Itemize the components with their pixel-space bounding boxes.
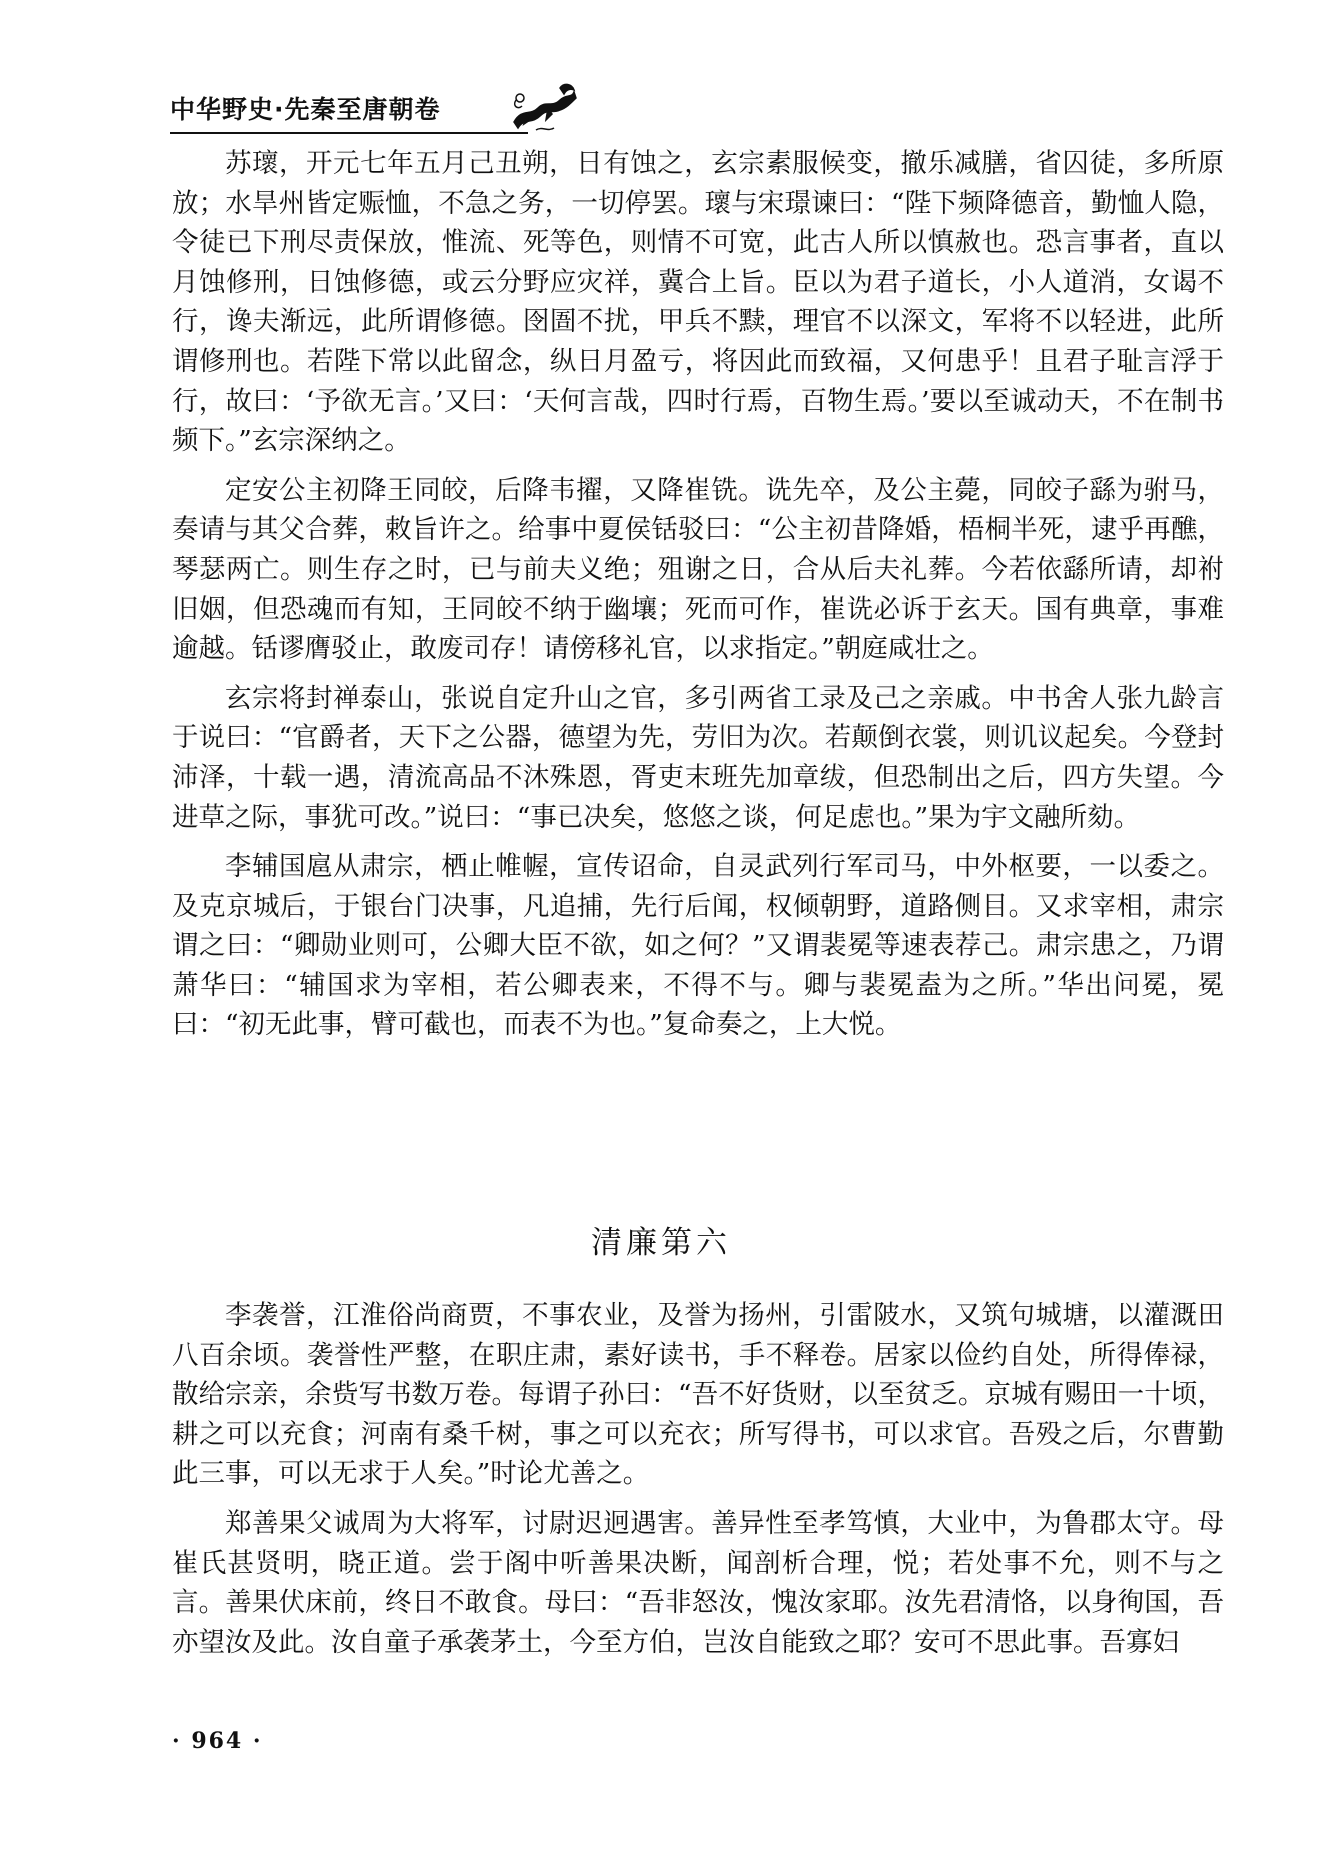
paragraph: 郑善果父诚周为大将军，讨尉迟迥遇害。善异性至孝笃慎，大业中，为鲁郡太守。母崔氏甚贤明，晓正道。尝于阁中听善果决断，闻剖析合理，悦；若处事不允，则不与之言。善果伏床前，终日不敢食。母曰：“吾非怒汝，愧汝家耶。汝先君清恪，以身徇国，吾亦望汝及此。汝自童子承袭茅土，今至方伯，岂汝自能致之耶？安可不思此事。吾寡妇 <box>172 1507 1224 1658</box>
running-header <box>170 82 530 142</box>
paragraph: 玄宗将封禅泰山，张说自定升山之官，多引两省工录及己之亲戚。中书舍人张九龄言于说曰：“官爵者，天下之公器，德望为先，劳旧为次。若颠倒衣裳，则讥议起矣。今登封沛泽，十载一遇，清流高品不沐殊恩，胥吏末班先加章绂，但恐制出之后，四方失望。今进草之际，事犹可改。”说曰：“事已决矣，悠悠之谈，何足虑也。”果为宇文融所劾。 <box>172 682 1224 833</box>
header-rule <box>170 132 528 134</box>
paragraph: 苏瓌，开元七年五月己丑朔，日有蚀之，玄宗素服候变，撤乐减膳，省囚徒，多所原放；水旱州皆定赈恤，不急之务，一切停罢。瓌与宋璟谏曰：“陛下频降德音，勤恤人隐，令徒已下刑尽责保放，惟流、死等色，则情不可宽，此古人所以慎赦也。恐言事者，直以月蚀修刑，日蚀修德，或云分野应灾祥，冀合上旨。臣以为君子道长，小人道消，女谒不行，谗夫渐远，此所谓修德。囹圄不扰，甲兵不黩，理官不以深文，军将不以轻进，此所谓修刑也。若陛下常以此留念，纵日月盈亏，将因此而致福，又何患乎！且君子耻言浮于行，故曰：‘予欲无言。’又曰：‘天何言哉，四时行焉，百物生焉。’要以至诚动天，不在制书频下。”玄宗深纳之。 <box>172 148 1224 457</box>
section-heading: 清廉第六 <box>591 1225 731 1261</box>
book-title: 中华野史·先秦至唐朝卷 <box>170 95 441 124</box>
dragon-icon <box>508 78 580 138</box>
section-2-body <box>172 1296 1224 1672</box>
paragraph: 李袭誉，江淮俗尚商贾，不事农业，及誉为扬州，引雷陂水，又筑句城塘，以灌溉田八百余顷。袭誉性严整，在职庄肃，素好读书，手不释卷。居家以俭约自处，所得俸禄，散给宗亲，余赀写书数万卷。每谓子孙曰：“吾不好货财，以至贫乏。京城有赐田一十顷，耕之可以充食；河南有桑千树，事之可以充衣；所写得书，可以求官。吾殁之后，尔曹勤此三事，可以无求于人矣。”时论尤善之。 <box>172 1300 1224 1490</box>
section-1-body <box>172 144 1224 1055</box>
page-number: · 964 · <box>172 1728 263 1754</box>
paragraph: 定安公主初降王同皎，后降韦擢，又降崔铣。诜先卒，及公主薨，同皎子繇为驸马，奏请与其父合葬，敕旨许之。给事中夏侯铦驳曰：“公主初昔降婚，梧桐半死，逮乎再醮，琴瑟两亡。则生存之时，已与前夫义绝；殂谢之日，合从后夫礼葬。今若依繇所请，却祔旧姻，但恐魂而有知，王同皎不纳于幽壤；死而可作，崔诜必诉于玄天。国有典章，事难逾越。铦谬膺驳止，敢废司存！请傍移礼官，以求指定。”朝庭咸壮之。 <box>172 474 1224 665</box>
paragraph: 李辅国扈从肃宗，栖止帷幄，宣传诏命，自灵武列行军司马，中外枢要，一以委之。及克京城后，于银台门决事，凡追捕，先行后闻，权倾朝野，道路侧目。又求宰相，肃宗谓之曰：“卿勋业则可，公卿大臣不欲，如之何？”又谓裴冕等速表荐己。肃宗患之，乃谓萧华曰：“辅国求为宰相，若公卿表来，不得不与。卿与裴冕盍为之所。”华出问冕，冕曰：“初无此事，臂可截也，而表不为也。”复命奏之，上大悦。 <box>172 851 1224 1041</box>
